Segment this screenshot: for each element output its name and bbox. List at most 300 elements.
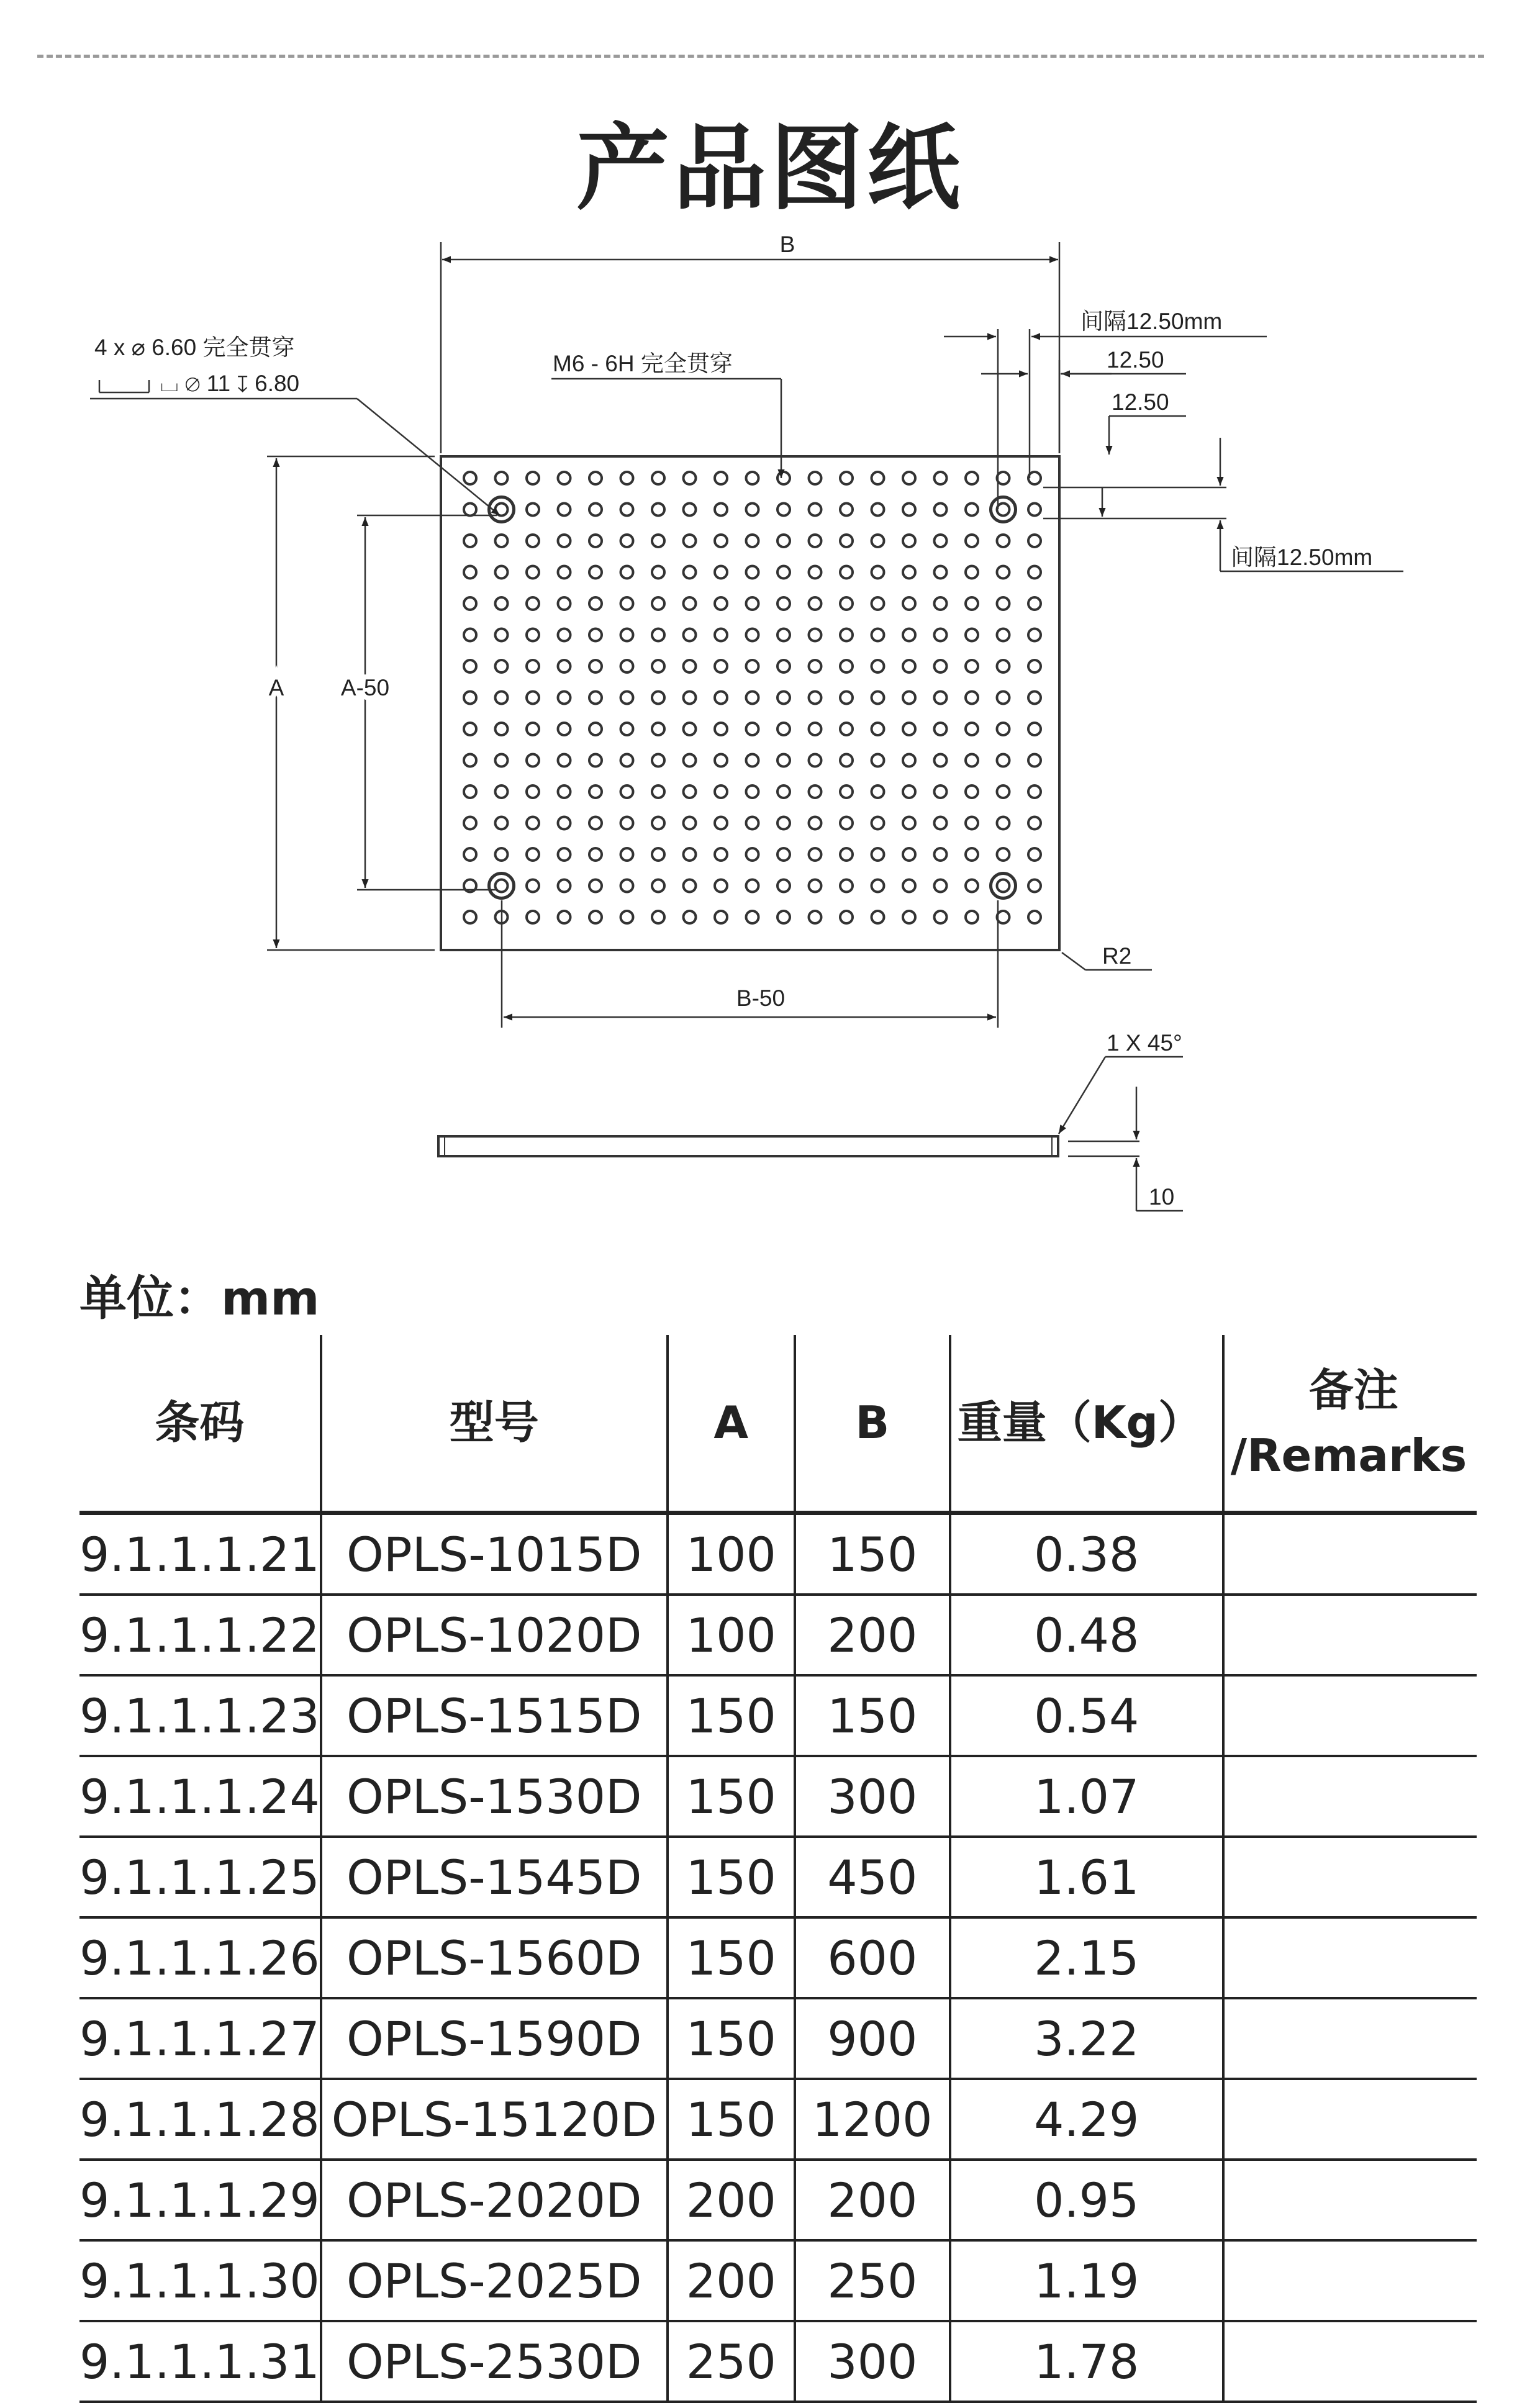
cell-remarks: [1223, 2079, 1477, 2160]
threaded-hole: [621, 472, 633, 484]
spacing-side-label: 间隔12.50mm: [1231, 545, 1373, 570]
side-view-plate: [438, 1136, 1058, 1156]
threaded-hole: [652, 566, 664, 579]
threaded-hole: [621, 785, 633, 798]
counterbore-hole: [489, 874, 514, 898]
threaded-hole: [464, 785, 476, 798]
threaded-hole: [589, 472, 602, 484]
cell-remarks: [1223, 2240, 1477, 2321]
threaded-hole: [935, 880, 947, 892]
threaded-hole: [527, 597, 539, 610]
header-barcode: 条码: [79, 1335, 321, 1513]
threaded-hole: [777, 504, 790, 516]
threaded-hole: [935, 504, 947, 516]
threaded-hole: [652, 472, 664, 484]
threaded-hole: [966, 848, 978, 861]
threaded-hole: [809, 754, 822, 767]
cell-a: 150: [668, 1998, 795, 2079]
spacing-top-label: 间隔12.50mm: [1080, 309, 1223, 334]
cell-remarks: [1223, 1837, 1477, 1917]
threaded-hole: [903, 723, 915, 735]
threaded-hole: [464, 660, 476, 672]
threaded-hole: [935, 660, 947, 672]
offset-label-2: 12.50: [1112, 389, 1169, 415]
threaded-hole: [809, 911, 822, 923]
threaded-hole: [464, 911, 476, 923]
threaded-hole: [527, 723, 539, 735]
cell-barcode: 9.1.1.1.31: [79, 2321, 321, 2402]
cell-barcode: 9.1.1.1.29: [79, 2160, 321, 2240]
cell-remarks: [1223, 1513, 1477, 1595]
threaded-hole: [1028, 785, 1041, 798]
threaded-hole: [715, 629, 727, 641]
threaded-hole: [840, 754, 853, 767]
threaded-hole: [715, 880, 727, 892]
cell-weight: 1.78: [950, 2321, 1223, 2402]
threaded-hole: [1028, 692, 1041, 704]
cell-a: 150: [668, 1917, 795, 1998]
threaded-hole: [777, 911, 790, 923]
cell-barcode: 9.1.1.1.27: [79, 1998, 321, 2079]
threaded-hole: [715, 535, 727, 547]
threaded-hole: [809, 817, 822, 830]
threaded-hole: [1028, 566, 1041, 579]
cell-a: 100: [668, 1513, 795, 1595]
cell-model: OPLS-1515D: [321, 1675, 668, 1756]
threaded-hole: [558, 785, 571, 798]
table-row: [79, 1837, 1477, 1917]
threaded-hole: [935, 472, 947, 484]
cell-b: 150: [795, 1675, 950, 1756]
counterbore-inner-hole: [997, 504, 1010, 516]
table-row: [79, 1513, 1477, 1595]
threaded-hole: [715, 660, 727, 672]
threaded-hole: [935, 535, 947, 547]
threaded-hole: [558, 817, 571, 830]
threaded-hole: [840, 848, 853, 861]
threaded-hole: [621, 817, 633, 830]
threaded-hole: [496, 692, 508, 704]
threaded-hole: [809, 535, 822, 547]
threaded-hole: [496, 597, 508, 610]
cell-b: 300: [795, 1756, 950, 1837]
threaded-hole: [558, 880, 571, 892]
threaded-hole: [589, 692, 602, 704]
threaded-hole: [496, 535, 508, 547]
threaded-hole: [997, 660, 1010, 672]
threaded-hole: [715, 723, 727, 735]
counterbore-hole: [991, 497, 1016, 522]
threaded-hole: [1028, 629, 1041, 641]
threaded-hole: [527, 629, 539, 641]
threaded-hole: [840, 817, 853, 830]
threaded-hole: [464, 817, 476, 830]
threaded-hole: [715, 504, 727, 516]
threaded-hole: [966, 754, 978, 767]
threaded-hole: [840, 597, 853, 610]
cell-remarks: [1223, 1756, 1477, 1837]
cell-model: OPLS-1590D: [321, 1998, 668, 2079]
threaded-hole: [746, 848, 759, 861]
top-dashed-divider: [37, 55, 1484, 58]
threaded-hole: [558, 472, 571, 484]
threaded-hole: [903, 629, 915, 641]
threaded-hole: [527, 785, 539, 798]
threaded-hole: [464, 723, 476, 735]
threaded-hole: [997, 535, 1010, 547]
header-a: A: [668, 1335, 795, 1513]
threaded-hole: [903, 848, 915, 861]
threaded-hole: [997, 911, 1010, 923]
table-row: [79, 1917, 1477, 1998]
threaded-hole: [840, 911, 853, 923]
threaded-hole: [966, 692, 978, 704]
cell-model: OPLS-1530D: [321, 1756, 668, 1837]
threaded-hole: [496, 566, 508, 579]
threaded-hole: [840, 629, 853, 641]
threaded-hole: [621, 692, 633, 704]
page-title: 产品图纸: [576, 115, 964, 223]
cell-weight: 3.22: [950, 1998, 1223, 2079]
threaded-hole: [1028, 597, 1041, 610]
threaded-hole: [746, 880, 759, 892]
cell-model: OPLS-15120D: [321, 2079, 668, 2160]
threaded-hole: [840, 723, 853, 735]
threaded-hole: [652, 692, 664, 704]
threaded-hole: [652, 754, 664, 767]
threaded-hole: [621, 566, 633, 579]
threaded-hole: [840, 660, 853, 672]
cell-barcode: 9.1.1.1.30: [79, 2240, 321, 2321]
threaded-hole: [840, 504, 853, 516]
threaded-hole: [809, 660, 822, 672]
table-row: [79, 1595, 1477, 1675]
cell-weight: 0.54: [950, 1675, 1223, 1756]
cell-remarks: [1223, 2160, 1477, 2240]
threaded-hole: [777, 848, 790, 861]
threaded-hole: [997, 754, 1010, 767]
threaded-hole: [621, 597, 633, 610]
threaded-hole: [997, 817, 1010, 830]
threaded-hole: [464, 472, 476, 484]
threaded-hole: [903, 472, 915, 484]
threaded-hole: [935, 723, 947, 735]
threaded-hole: [527, 817, 539, 830]
threaded-hole: [652, 785, 664, 798]
cell-a: 100: [668, 1595, 795, 1675]
threaded-hole: [558, 629, 571, 641]
threaded-hole: [935, 785, 947, 798]
threaded-hole: [558, 723, 571, 735]
threaded-hole: [527, 660, 539, 672]
header-remarks-en: /Remarks: [1230, 1429, 1467, 1482]
threaded-hole: [903, 566, 915, 579]
threaded-hole: [589, 911, 602, 923]
cell-weight: 0.48: [950, 1595, 1223, 1675]
header-remarks-cn: 备注: [1308, 1364, 1398, 1417]
threaded-hole: [840, 692, 853, 704]
threaded-hole: [809, 880, 822, 892]
thread-callout: M6 - 6H 完全贯穿: [553, 351, 733, 376]
threaded-hole: [652, 504, 664, 516]
threaded-hole: [872, 880, 884, 892]
threaded-hole: [872, 911, 884, 923]
threaded-hole: [715, 817, 727, 830]
threaded-hole: [464, 566, 476, 579]
threaded-hole: [1028, 660, 1041, 672]
threaded-hole: [1028, 754, 1041, 767]
threaded-hole: [621, 880, 633, 892]
threaded-hole: [464, 692, 476, 704]
threaded-hole: [935, 848, 947, 861]
threaded-hole: [684, 911, 696, 923]
threaded-hole: [840, 880, 853, 892]
threaded-hole: [589, 723, 602, 735]
threaded-hole: [809, 692, 822, 704]
threaded-hole: [589, 597, 602, 610]
threaded-hole: [809, 785, 822, 798]
threaded-hole: [684, 660, 696, 672]
cell-barcode: 9.1.1.1.22: [79, 1595, 321, 1675]
threaded-hole: [684, 785, 696, 798]
threaded-hole: [589, 566, 602, 579]
cell-model: OPLS-2020D: [321, 2160, 668, 2240]
threaded-hole: [872, 692, 884, 704]
header-model: 型号: [321, 1335, 668, 1513]
table-row: [79, 2240, 1477, 2321]
threaded-hole: [558, 660, 571, 672]
threaded-hole: [496, 817, 508, 830]
threaded-hole: [621, 754, 633, 767]
threaded-hole: [527, 504, 539, 516]
threaded-hole: [684, 817, 696, 830]
threaded-hole: [684, 723, 696, 735]
counterbore-inner-hole: [496, 880, 508, 892]
threaded-hole: [715, 848, 727, 861]
threaded-hole: [715, 692, 727, 704]
threaded-hole: [872, 535, 884, 547]
threaded-hole: [715, 566, 727, 579]
threaded-hole: [1028, 817, 1041, 830]
threaded-hole: [997, 848, 1010, 861]
threaded-hole: [558, 566, 571, 579]
threaded-hole: [496, 785, 508, 798]
threaded-hole: [872, 629, 884, 641]
threaded-hole: [903, 754, 915, 767]
threaded-hole: [966, 911, 978, 923]
threaded-hole: [872, 504, 884, 516]
cell-b: 150: [795, 1513, 950, 1595]
cell-remarks: [1223, 2321, 1477, 2402]
corner-radius-label: R2: [1102, 943, 1132, 969]
table-row: [79, 1998, 1477, 2079]
threaded-hole: [684, 692, 696, 704]
cell-b: 250: [795, 2240, 950, 2321]
threaded-hole: [652, 911, 664, 923]
threaded-hole: [684, 629, 696, 641]
threaded-hole: [652, 848, 664, 861]
threaded-hole: [872, 848, 884, 861]
threaded-hole: [558, 504, 571, 516]
threaded-hole: [966, 629, 978, 641]
threaded-hole: [746, 504, 759, 516]
cell-remarks: [1223, 1675, 1477, 1756]
threaded-hole: [589, 817, 602, 830]
threaded-hole: [496, 754, 508, 767]
threaded-hole: [746, 785, 759, 798]
table-header-row: [79, 1335, 1477, 1513]
threaded-hole: [715, 597, 727, 610]
threaded-hole: [777, 785, 790, 798]
counterbore-hole: [991, 874, 1016, 898]
threaded-hole: [746, 566, 759, 579]
threaded-hole: [840, 472, 853, 484]
threaded-hole: [903, 597, 915, 610]
threaded-hole: [527, 911, 539, 923]
threaded-hole: [935, 692, 947, 704]
hole-callout-line2: ⌴ ⌀ 11 ↧ 6.80: [160, 371, 300, 396]
threaded-hole: [621, 504, 633, 516]
cell-barcode: 9.1.1.1.23: [79, 1675, 321, 1756]
threaded-hole: [935, 629, 947, 641]
cell-b: 600: [795, 1917, 950, 1998]
threaded-hole: [746, 754, 759, 767]
threaded-hole: [684, 754, 696, 767]
threaded-hole: [903, 504, 915, 516]
threaded-hole: [903, 692, 915, 704]
cell-a: 250: [668, 2321, 795, 2402]
threaded-hole: [746, 660, 759, 672]
cell-model: OPLS-2025D: [321, 2240, 668, 2321]
threaded-hole: [872, 597, 884, 610]
dim-b50-label: B-50: [736, 985, 786, 1011]
threaded-hole: [903, 660, 915, 672]
threaded-hole: [652, 723, 664, 735]
threaded-hole: [997, 566, 1010, 579]
threaded-hole: [903, 785, 915, 798]
dim-b-label: B: [779, 232, 795, 257]
threaded-hole: [621, 629, 633, 641]
cell-b: 1200: [795, 2079, 950, 2160]
threaded-hole: [872, 785, 884, 798]
threaded-hole: [746, 817, 759, 830]
threaded-hole: [966, 535, 978, 547]
threaded-hole: [872, 723, 884, 735]
threaded-hole: [589, 754, 602, 767]
threaded-hole: [777, 880, 790, 892]
threaded-hole: [589, 880, 602, 892]
threaded-hole: [966, 723, 978, 735]
threaded-hole: [1028, 911, 1041, 923]
threaded-hole: [715, 911, 727, 923]
cell-b: 900: [795, 1998, 950, 2079]
threaded-hole: [652, 535, 664, 547]
threaded-hole: [715, 754, 727, 767]
threaded-hole: [809, 472, 822, 484]
threaded-hole: [684, 597, 696, 610]
threaded-hole: [777, 817, 790, 830]
cell-barcode: 9.1.1.1.26: [79, 1917, 321, 1998]
threaded-hole: [809, 848, 822, 861]
threaded-hole: [935, 754, 947, 767]
dim-a50-label: A-50: [340, 675, 390, 700]
cell-weight: 4.29: [950, 2079, 1223, 2160]
threaded-hole: [464, 597, 476, 610]
table-row: [79, 2160, 1477, 2240]
threaded-hole: [684, 880, 696, 892]
threaded-hole: [496, 660, 508, 672]
cell-b: 200: [795, 2160, 950, 2240]
threaded-hole: [777, 566, 790, 579]
table-row: [79, 1675, 1477, 1756]
thickness-label: 10: [1149, 1184, 1175, 1210]
threaded-hole: [872, 660, 884, 672]
threaded-hole: [464, 754, 476, 767]
threaded-hole: [715, 785, 727, 798]
threaded-hole: [746, 597, 759, 610]
cell-a: 200: [668, 2160, 795, 2240]
threaded-hole: [589, 629, 602, 641]
threaded-hole: [684, 566, 696, 579]
threaded-hole: [997, 472, 1010, 484]
threaded-hole: [777, 472, 790, 484]
threaded-hole: [746, 472, 759, 484]
threaded-hole: [903, 817, 915, 830]
threaded-hole: [1028, 504, 1041, 516]
header-weight: 重量（Kg）: [950, 1335, 1223, 1513]
threaded-hole: [652, 817, 664, 830]
cell-remarks: [1223, 1595, 1477, 1675]
threaded-hole: [966, 817, 978, 830]
threaded-hole: [527, 692, 539, 704]
hole-callout-line1: 4 x ⌀ 6.60 完全贯穿: [94, 335, 295, 360]
threaded-hole: [621, 535, 633, 547]
threaded-hole: [589, 848, 602, 861]
cell-weight: 0.38: [950, 1513, 1223, 1595]
threaded-hole: [464, 504, 476, 516]
chamfer-label: 1 X 45°: [1107, 1030, 1182, 1056]
threaded-hole: [746, 911, 759, 923]
threaded-hole: [997, 692, 1010, 704]
threaded-hole: [589, 785, 602, 798]
threaded-hole: [935, 566, 947, 579]
threaded-hole: [872, 754, 884, 767]
threaded-hole: [777, 597, 790, 610]
threaded-hole: [746, 629, 759, 641]
threaded-hole: [777, 692, 790, 704]
threaded-hole: [966, 472, 978, 484]
cell-a: 150: [668, 2079, 795, 2160]
threaded-hole: [997, 723, 1010, 735]
threaded-hole: [527, 535, 539, 547]
cell-model: OPLS-1545D: [321, 1837, 668, 1917]
threaded-hole: [558, 848, 571, 861]
threaded-hole: [997, 597, 1010, 610]
threaded-hole: [527, 754, 539, 767]
threaded-hole: [589, 504, 602, 516]
cell-weight: 1.07: [950, 1756, 1223, 1837]
threaded-hole: [715, 472, 727, 484]
cell-barcode: 9.1.1.1.25: [79, 1837, 321, 1917]
threaded-hole: [746, 692, 759, 704]
threaded-hole: [496, 629, 508, 641]
threaded-hole: [558, 535, 571, 547]
threaded-hole: [527, 566, 539, 579]
cell-a: 150: [668, 1837, 795, 1917]
threaded-hole: [1028, 880, 1041, 892]
threaded-hole: [589, 660, 602, 672]
threaded-hole: [1028, 723, 1041, 735]
